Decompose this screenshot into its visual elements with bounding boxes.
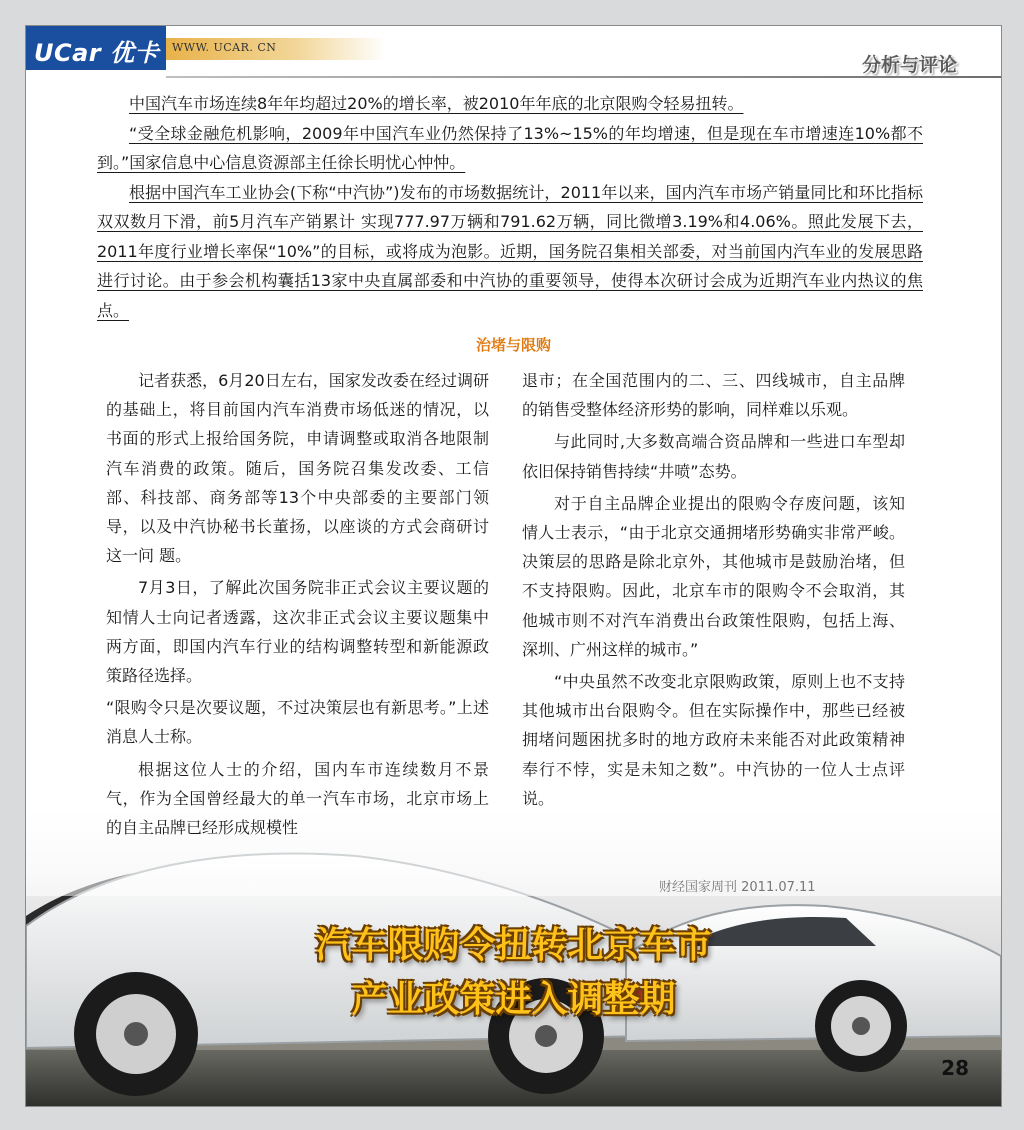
source-credit: 财经国家周刊 2011.07.11 [659,880,816,895]
right-column [522,366,905,816]
title-line-2: 产业政策进入调整期 [351,979,676,1020]
left-paragraph-4: 根据这位人士的介绍，国内车市连续数月不景气，作为全国曾经最大的单一汽车市场，北京市场上的自主品牌已经形成规模性 [106,759,489,838]
left-paragraph-3: “限购令只是次要议题，不过决策层也有新思考。”上述消息人士称。 [106,698,489,747]
right-paragraph-3: 对于自主品牌企业提出的限购令存废问题，该知情人士表示，“由于北京交通拥堵形势确实非常严峻。决策层的思路是除北京外，其他城市是鼓励治堵，但不支持限购。因此，北京车市的限购令不会取消，其他城市则不对汽车消费出台政策性限购，包括上海、深圳、广州这样的城市。” [522,493,905,659]
subheading: 治堵与限购 [475,336,551,354]
section-title: 分析与评论 [861,54,957,76]
article-title [26,919,1001,1027]
intro-section [97,89,923,325]
left-column [106,366,489,845]
right-paragraph-4: “中央虽然不改变北京限购政策，原则上也不支持其他城市出台限购令。但在实际操作中，那些已经被拥堵问题困扰多时的地方政府未来能否对此政策精神奉行不悖，实是未知之数”。中汽协的一位人士点评说。 [522,672,905,808]
url-banner [166,38,386,60]
left-paragraph-1: 记者获悉，6月20日左右，国家发改委在经过调研的基础上，将目前国内汽车消费市场低迷的情况，以书面的形式上报给国务院，申请调整或取消各地限制 汽车消费的政策。随后，国务院召集发改委、工信部、科技部、商务部等13个中央部委的主要部门领导，以及中汽协秘书长董扬，以座谈的方式会商研讨这一问 题。 [106,371,489,566]
magazine-page [25,25,1002,1107]
logo-text: UCar 优卡 [34,39,159,67]
intro-paragraph-2: “受全球金融危机影响，2009年中国汽车业仍然保持了13%~15%的年均增速，但是现在车市增速连10%都不到。”国家信息中心信息资源部主任徐长明忧心忡忡。 [97,123,923,172]
ucar-logo [26,26,166,70]
intro-paragraph-1: 中国汽车市场连续8年年均超过20%的增长率，被2010年年底的北京限购令轻易扭转。 [129,94,744,113]
right-paragraph-1: 退市；在全国范围内的二、三、四线城市，自主品牌的销售受整体经济形势的影响，同样难以乐观。 [522,371,905,420]
title-line-1: 汽车限购令扭转北京车市 [315,925,712,966]
left-paragraph-2: 7月3日，了解此次国务院非正式会议主要议题的知情人士向记者透露，这次非正式会议主要议题集中两方面，即国内汽车行业的结构调整转型和新能源政策路径选择。 [106,578,489,686]
intro-paragraph-3: 根据中国汽车工业协会(下称“中汽协”)发布的市场数据统计，2011年以来，国内汽车市场产销量同比和环比指标双双数月下滑，前5月汽车产销累计 实现777.97万辆和791.62万辆，同比微增3.19%和4.06%。照此发展下去，2011年度行业增长率保“10%”的目标，或将成为泡影。近期，国务院召集相关部委，对当前国内汽车业的发展思路进行讨论。由于参会机构囊括13家中央直属部委和中汽协的重要领导，使得本次研讨会成为近期汽车业内热议的焦点。 [97,182,923,320]
page-number: 28 [941,1056,969,1080]
right-paragraph-2: 与此同时,大多数高端合资品牌和一些进口车型却依旧保持销售持续“井喷”态势。 [522,432,905,481]
header-divider [166,76,1001,78]
site-url: WWW. UCAR. CN [172,41,277,54]
